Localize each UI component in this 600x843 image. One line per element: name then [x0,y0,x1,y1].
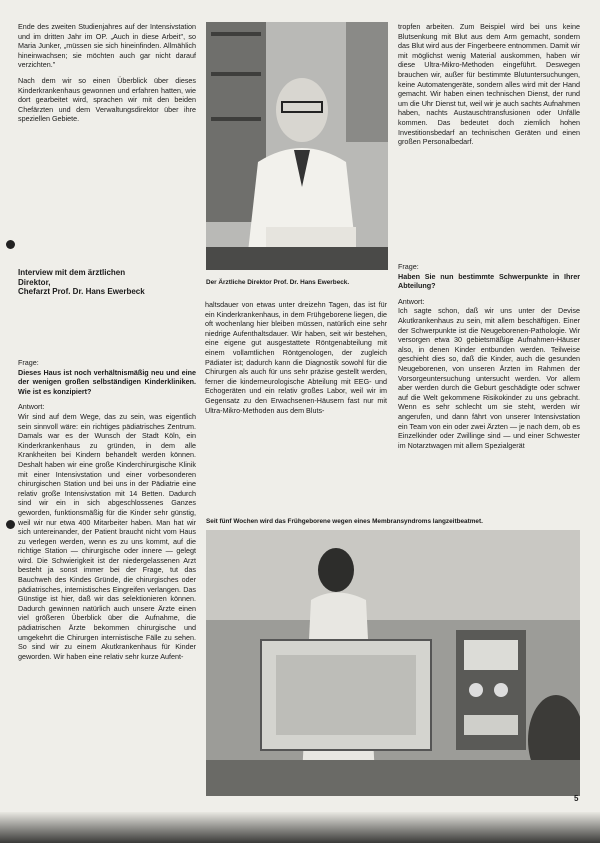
question-label: Frage: [18,358,39,367]
question-text: Haben Sie nun bestimmte Schwerpunkte in Ihrer Abteilung? [398,271,580,291]
doctor-portrait-image [206,22,388,270]
interview-heading-line: Direktor, [18,277,51,287]
page-number: 5 [574,794,579,803]
incubator-caption: Seit fünf Wochen wird das Frühgeborene wegen eines Membransyndroms langzeitbeatmet. [206,518,483,525]
binder-hole [6,240,15,249]
column-3 [398,22,580,153]
question-text: Dieses Haus ist noch verhältnismäßig neu und eine der wenigen großen selbständigen Kinderkliniken. Wie ist es konzipiert? [18,367,196,396]
answer-1 [18,402,196,661]
question-label: Frage: [398,262,419,271]
column-1-interview [18,358,196,667]
column-1 [18,22,196,130]
answer-label: Antwort: [18,402,45,412]
scan-edge [0,812,600,843]
question-2 [398,262,580,291]
interview-heading-line: Chefarzt Prof. Dr. Hans Ewerbeck [18,287,145,297]
answer-label: Antwort: [398,296,425,306]
incubator-photo [206,530,580,796]
interview-heading-line: Interview mit dem ärztlichen [18,268,126,277]
interview-heading [18,268,198,297]
paragraph: Nach dem wir so einen Überblick über dieses Kinderkrankenhaus gewonnen und erfahren hatten, wie dort gearbeitet wird, sprachen wir mit den beiden Chefärzten und dem Verwaltungsdirektor über ihre speziellen Gebiete. [18,75,196,124]
incubator-scene-image [206,530,580,796]
paragraph: tropfen arbeiten. Zum Beispiel wird bei uns keine Blutsenkung mit Blut aus dem Arm gemacht, sondern das Blut wird aus der Fingerbeere entnommen. Damit wir mit möglichst wenig Material auskommen, haben wir diese Ultra-Mikro-Methoden eingeführt. Deswegen brauchen wir, außer für bestimmte Blutuntersuchungen, keine Automatengeräte, sondern alles wird mit der Hand gemacht. Wir haben einen technischen Dienst, der rund um die Uhr Dienst tut, weil wir je auch sachts Aufnahmen haben, nachts Austauschtransfusionen oder Unfälle kommen. Das bedeutet doch ziemlich hohen Investitionsbedarf an technischen Geräten und einen großen Personalbedarf. [398,22,580,147]
binder-hole [6,520,15,529]
answer-text: Ich sagte schon, daß wir uns unter der Devise Akutkrankenhaus zu sein, mit allem beschäftigen. Einer der Schwerpunkte ist die Neugeborenen-Pathologie. Wir versorgen etwa 30 gebietsmäßige Aufnahmen-Häuser also, in denen Kinder entbunden werden. Teilweise geschieht dies so, daß die Kinder, auch die gesunden Neugeborenen, von unseren Ärzten im Rahmen der Vorsorgeuntersuchung untersucht werden. Vor allem aber werden durch die Geburt geschädigte oder schwer auf die Welt gekommene Risikokinder zu uns gebracht. Wenn es sehr schlecht um sie steht, werden wir angerufen, und dann fährt von unserer Intensivstation ein Team von ein oder zwei Ärzten — je nach dem, ob es Einzelkinder oder Zwillinge sind — und einer Schwester im Notarztwagen mit allem Spezialgerät [398,306,580,450]
answer-text: Wir sind auf dem Wege, das zu sein, was eigentlich sein sinnvoll wäre: ein richtiges pädiatrisches Zentrum. Damals war es der Wunsch der Stadt Köln, ein Kinderkrankenhaus zu gründen, in dem alle Krankheiten bei Kindern behandelt werden können. Deshalt haben wir eine große Kinderchirurgische Klinik mit einer Intensivstation und einer vorbesonderen chirurgischen Station und bei uns in der Pädiatrie eine relativ große Intensivstation mit 14 Betten. Dadurch sind wir ein in sich abgeschlossenes Ganzes geworden, funktionsmäßig für die Kinder sehr günstig, weil wir nur etwa 400 Mitarbeiter haben. Man hat wir sich untereinander, der Patient braucht nicht vom Haus zu verlegen werden, wenn es zu uns kommt, auf die richtige Station — chirurgische oder innere — gelegt wird. Die Schwierigkeit ist der niedergelassenen Arzt besteht ja sonst immer bei der Frage, tut das Bauchweh des Kindes Gründe, die chirurgisches oder pädiatrisches, internistisches Eingreifen verlangen. Das Günstige ist hier, daß wir das selektionieren können. Dadurch gewinnen natürlich auch unsere Ärzte einen viel größeren Überblick über die Aufnahme, die pädiatrischen Ärzte bekommen chirurgische und umgekehrt die Chirurgen internistische Fälle zu sehen. So sind wir zu einem Akutkrankenhaus für Kinder geworden. Wir haben eine relativ sehr kurze Aufent- [18,411,196,661]
column-3-interview [398,262,580,456]
paragraph: haltsdauer von etwas unter dreizehn Tagen, das ist für ein Kinderkrankenhaus, in dem Frühgeborene liegen, die oft wochenlang hier bleiben müssen, natürlich eine sehr niedrige Aufenthaltsdauer. Wir haben, seit wir bestehen, eine eigene gut ausgestattete Röntgenabteilung mit einem vollamtlichen Röntgenologen, der zugleich Pädiater ist; dadurch kann die Diagnostik sowohl für die Chirurgen als auch für uns sehr präzise gestellt werden, ferner die kinderneurologische Abteilung mit EEG- und Echogeräten und ein relativ großes Labor, weil wir im Gegensatz zu den Erwachsenen-Häusern fast nur mit Ultra-Mikro-Methoden aus dem Bluts- [205,300,387,415]
portrait-caption: Der Ärztliche Direktor Prof. Dr. Hans Ewerbeck. [206,279,350,286]
answer-2 [398,297,580,451]
question-1 [18,358,196,396]
portrait-photo [206,22,388,270]
paragraph: Ende des zweiten Studienjahres auf der Intensivstation und im dritten Jahr im OP. „Auch in diese Arbeit", so Maria Junker, „müssen sie sich hineinfinden. Allmählich hineinwachsen; sie möchten auch gar nicht darauf verzichten." [18,22,196,70]
column-2 [205,300,387,421]
